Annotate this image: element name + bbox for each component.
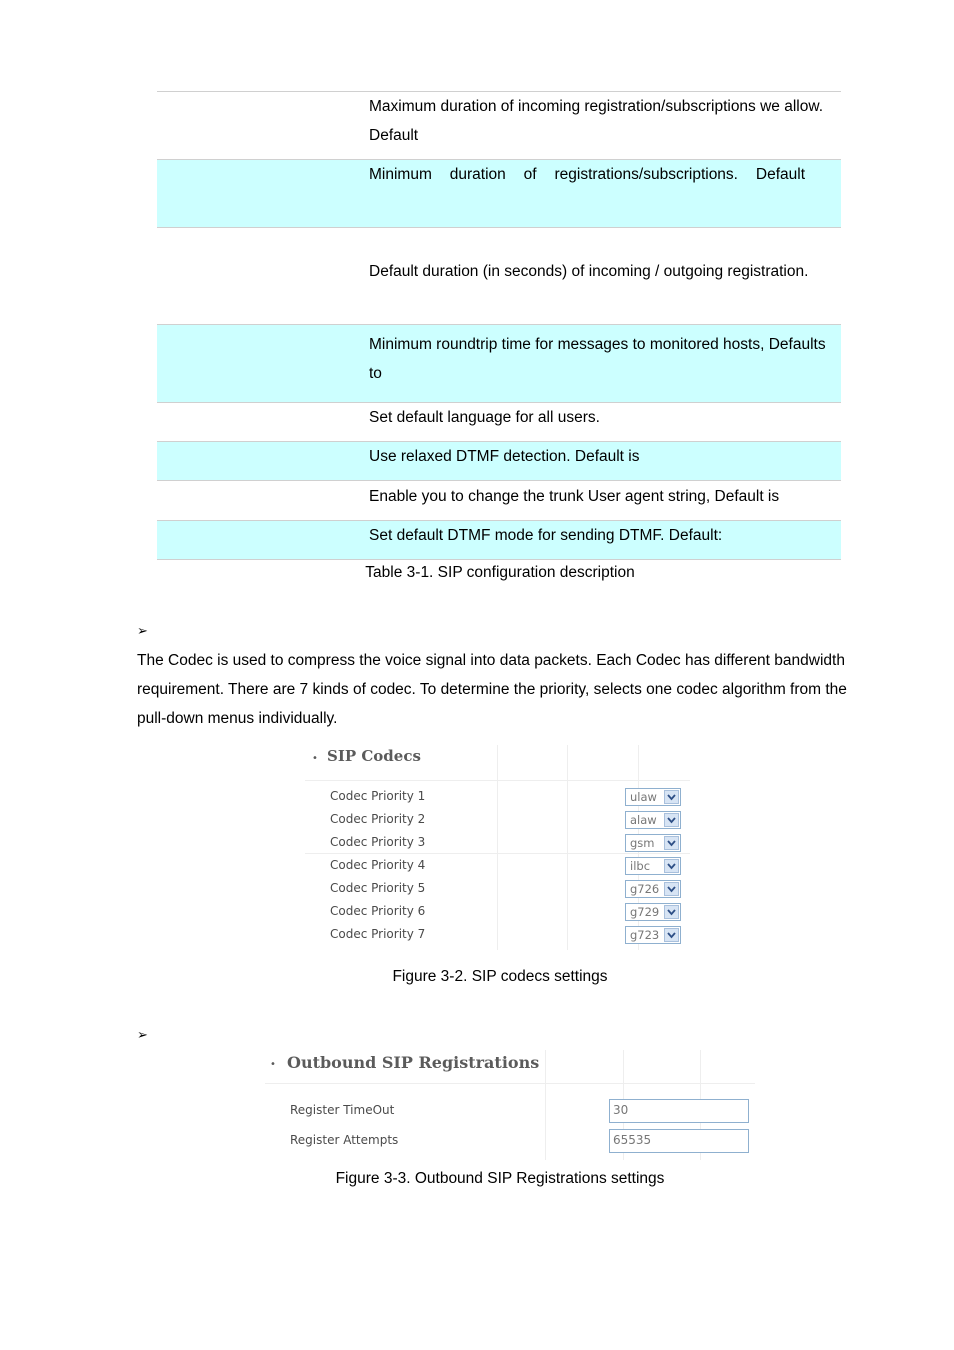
chevron-down-icon[interactable] — [664, 882, 679, 896]
sip-codecs-panel — [305, 745, 690, 950]
codec-priority-label: Codec Priority 6 — [330, 904, 426, 918]
codec-priority-select[interactable] — [625, 880, 681, 898]
register-attempts-label: Register Attempts — [290, 1133, 399, 1147]
select-value: g723 — [630, 928, 660, 942]
select-value: ilbc — [630, 859, 651, 873]
codec-priority-select[interactable] — [625, 811, 681, 829]
codec-priority-select[interactable] — [625, 926, 681, 944]
outbound-title: Outbound SIP Registrations — [287, 1053, 540, 1072]
bullet-dot-icon: • — [270, 1059, 276, 1070]
register-timeout-label: Register TimeOut — [290, 1103, 395, 1117]
figure-caption: Figure 3-2. SIP codecs settings — [392, 968, 608, 985]
chevron-down-icon[interactable] — [664, 905, 679, 919]
row-description: Use relaxed DTMF detection. Default is — [369, 448, 640, 465]
table-bottom-border — [157, 559, 841, 560]
table-row — [157, 520, 841, 559]
figure-caption: Figure 3-3. Outbound SIP Registrations settings — [335, 1170, 665, 1187]
table-row — [157, 159, 841, 227]
grid-line — [305, 853, 690, 854]
table-row — [157, 402, 841, 441]
table-row — [157, 441, 841, 480]
table-caption: Table 3-1. SIP configuration description — [365, 564, 635, 581]
row-description: Minimum duration of registrations/subscriptions. Default — [369, 166, 805, 183]
bullet-dot-icon: • — [312, 753, 318, 764]
grid-line — [305, 780, 690, 781]
codec-priority-label: Codec Priority 1 — [330, 789, 426, 803]
chevron-down-icon[interactable] — [664, 859, 679, 873]
row-description: Set default DTMF mode for sending DTMF. Default: — [369, 527, 723, 544]
row-description: Set default language for all users. — [369, 409, 600, 426]
row-description: Default duration (in seconds) of incoming / outgoing registration. — [369, 263, 809, 280]
chevron-down-icon[interactable] — [664, 813, 679, 827]
table-row — [157, 227, 841, 324]
codec-priority-label: Codec Priority 3 — [330, 835, 426, 849]
grid-line — [497, 745, 498, 950]
select-value: alaw — [630, 813, 657, 827]
select-value: g726 — [630, 882, 660, 896]
grid-line — [545, 1050, 546, 1160]
outbound-sip-registrations-panel — [265, 1050, 755, 1160]
row-description: Minimum roundtrip time for messages to monitored hosts, Defaults to — [369, 336, 826, 382]
codec-priority-label: Codec Priority 7 — [330, 927, 426, 941]
chevron-down-icon[interactable] — [664, 928, 679, 942]
table-row — [157, 480, 841, 520]
chevron-down-icon[interactable] — [664, 790, 679, 804]
sip-codecs-title: SIP Codecs — [327, 747, 421, 765]
codec-priority-label: Codec Priority 5 — [330, 881, 426, 895]
row-description: Maximum duration of incoming registration/subscriptions we allow. Default — [369, 98, 824, 144]
chevron-down-icon[interactable] — [664, 836, 679, 850]
grid-line — [567, 745, 568, 950]
select-value: g729 — [630, 905, 660, 919]
codec-priority-label: Codec Priority 2 — [330, 812, 426, 826]
select-value: gsm — [630, 836, 655, 850]
codec-priority-label: Codec Priority 4 — [330, 858, 426, 872]
codec-paragraph: The Codec is used to compress the voice signal into data packets. Each Codec has different bandwidth requirement. There are 7 kinds of codec. To determine the priority, selects one codec algorithm from the pull-down menus individually. — [137, 652, 847, 727]
register-timeout-input[interactable] — [609, 1099, 749, 1123]
register-attempts-input[interactable] — [609, 1129, 749, 1153]
input-value: 65535 — [613, 1133, 652, 1147]
select-value: ulaw — [630, 790, 657, 804]
bullet-arrow-icon: ➢ — [137, 623, 148, 638]
table-row — [157, 91, 841, 159]
codec-priority-select[interactable] — [625, 857, 681, 875]
codec-priority-select[interactable] — [625, 788, 681, 806]
input-value: 30 — [613, 1103, 629, 1117]
bullet-arrow-icon: ➢ — [137, 1027, 148, 1042]
codec-priority-select[interactable] — [625, 903, 681, 921]
table-row — [157, 324, 841, 402]
row-description: Enable you to change the trunk User agent string, Default is — [369, 488, 780, 505]
codec-priority-select[interactable] — [625, 834, 681, 852]
grid-line — [265, 1083, 755, 1084]
